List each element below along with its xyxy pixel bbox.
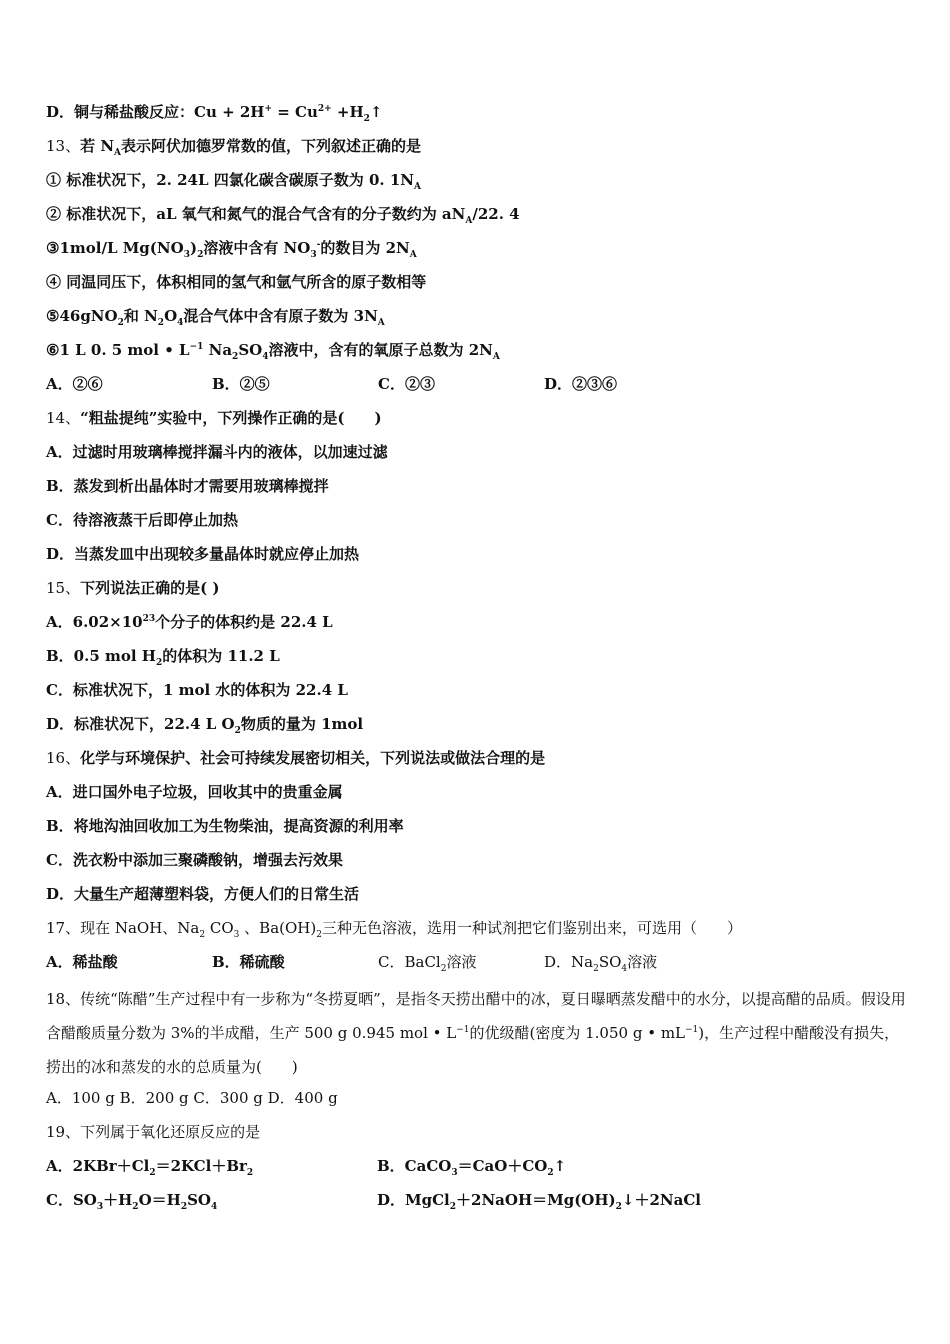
q13-options (46, 370, 906, 404)
q14-option-a: A．过滤时用玻璃棒搅拌漏斗内的液体，以加速过滤 (46, 443, 388, 461)
q15-option-c: C．标准状况下，1 mol 水的体积为 22.4 L (46, 681, 348, 699)
q19-options-row-1 (46, 1152, 906, 1186)
q16-stem: 16、化学与环境保护、社会可持续发展密切相关，下列说法或做法合理的是 (46, 749, 546, 767)
q15-option-b: B．0.5 mol $H_2$的体积为 11.2 L (46, 647, 280, 668)
q13-statement-5: ⑤46gNO$_2$和 $N_2O_4$混合气体中含有原子数为 $3N_A$ (46, 307, 385, 328)
q16-option-c: C．洗衣粉中添加三聚磷酸钠，增强去污效果 (46, 851, 343, 869)
q13-statement-1: ① 标准状况下，2. 24L 四氯化碳含碳原子数为 0. $1N_A$ (46, 171, 421, 192)
q19-options-row-2 (46, 1186, 906, 1220)
q19-option-b: B．$CaCO_3=CaO+CO_2↑$ (377, 1157, 567, 1178)
q13-statement-4: ④ 同温同压下，体积相同的氢气和氩气所含的原子数相等 (46, 273, 427, 291)
document-page (46, 98, 906, 1220)
q19-option-a: A．$2KBr+Cl_2=2KCl+Br_2$ (46, 1157, 254, 1178)
q17-options (46, 948, 906, 982)
q13-option-c: C．②③ (378, 375, 435, 393)
q12-option-d: D．铜与稀盐酸反应：$Cu + 2H^+ = Cu^{2+}$ $+H_2↑$ (46, 103, 383, 124)
q16-option-d: D．大量生产超薄塑料袋，方便人们的日常生活 (46, 885, 360, 903)
q16-option-a: A．进口国外电子垃圾，回收其中的贵重金属 (46, 783, 343, 801)
q14-option-c: C．待溶液蒸干后即停止加热 (46, 511, 238, 529)
q17-option-a: A．稀盐酸 (46, 953, 118, 971)
q19-option-d: D．$MgCl_2+2NaOH=Mg(OH)_2↓+2NaCl$ (377, 1191, 701, 1212)
q13-option-a: A．②⑥ (46, 375, 103, 393)
q13-statement-3: ③1mol/L $Mg(NO_3)_2$溶液中含有 $NO_3^-$的数目为 $2N_A$ (46, 239, 417, 260)
q16-option-b: B．将地沟油回收加工为生物柴油，提高资源的利用率 (46, 817, 404, 835)
q17-stem: 17、现在 NaOH、$Na_2$ $CO_3$ 、$Ba(OH)_2$三种无色溶液，选用一种试剂把它们鉴别出来，可选用（ ） (46, 919, 742, 940)
q13-option-b: B．②⑤ (212, 375, 270, 393)
q18-stem: 18、传统“陈醋”生产过程中有一步称为“冬捞夏晒”，是指冬天捞出醋中的冰，夏日曝晒蒸发醋中的水分，以提高醋的品质。假设用含醋酸质量分数为 3%的半成醋，生产 500 g 0.945 mol • $L^{-1}$的优级醋(密度为 1.050 g • $mL^{-1}$)，生产过程中醋酸没有损失，捞出的冰和蒸发的水的总质量为( ) (46, 990, 906, 1076)
q15-option-d: D．标准状况下，22.4 L $O_2$物质的量为 1mol (46, 715, 364, 736)
q13-statement-2: ② 标准状况下，aL 氧气和氮气的混合气含有的分子数约为 $aN_A/22$. 4 (46, 205, 520, 226)
q18-options: A．100 g B．200 g C．300 g D．400 g (46, 1089, 338, 1107)
q17-option-c: C．BaCl$_2$溶液 (378, 953, 477, 974)
q15-stem: 15、下列说法正确的是( ) (46, 579, 220, 597)
q14-option-d: D．当蒸发皿中出现较多量晶体时就应停止加热 (46, 545, 360, 563)
q19-stem: 19、下列属于氧化还原反应的是 (46, 1123, 261, 1141)
q19-option-c: C．$SO_3+H_2O=H_2SO_4$ (46, 1191, 218, 1212)
q17-option-d: D．$Na_2SO_4$溶液 (544, 953, 658, 974)
q15-option-a: A．$6.02\times 10^{23}$个分子的体积约是 22.4 L (46, 613, 333, 631)
q14-stem: 14、“粗盐提纯”实验中，下列操作正确的是( ) (46, 409, 382, 427)
q13-option-d: D．②③⑥ (544, 375, 618, 393)
q13-statement-6: ⑥1 L 0. 5 mol • $L^{-1}$ $Na_2SO_4$溶液中，含有的氧原子总数为 $2N_A$ (46, 341, 500, 362)
q13-stem: 13、若 $N_A$表示阿伏加德罗常数的值，下列叙述正确的是 (46, 137, 422, 158)
q17-option-b: B．稀硫酸 (212, 953, 285, 971)
q14-option-b: B．蒸发到析出晶体时才需要用玻璃棒搅拌 (46, 477, 329, 495)
